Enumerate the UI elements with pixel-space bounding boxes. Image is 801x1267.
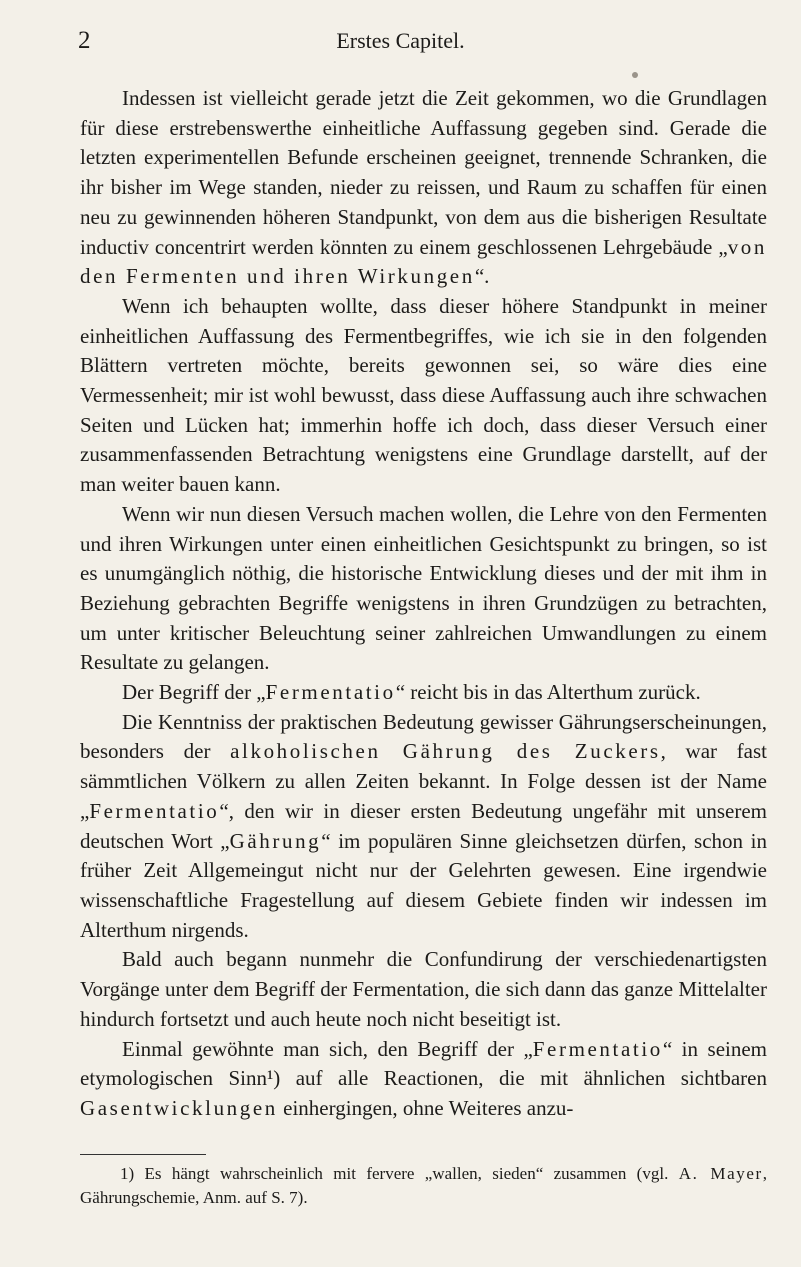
paragraph bbox=[80, 1035, 767, 1124]
spaced-emphasis: Gährung bbox=[229, 828, 322, 853]
print-speck bbox=[632, 72, 638, 78]
paragraph bbox=[80, 84, 767, 292]
text-run: einhergingen, ohne Weiteres anzu- bbox=[277, 1095, 574, 1120]
spaced-emphasis: Gasentwicklungen bbox=[80, 1095, 278, 1120]
footnote-rule bbox=[80, 1154, 206, 1155]
text-run: Einmal gewöhnte man sich, den Begriff der „ bbox=[122, 1036, 533, 1061]
text-run: Wenn ich behaupten wollte, dass dieser höhere Standpunkt in meiner einheitlichen Auffassung des Fermentbegriffes, wie ich sie in den folgenden Blättern vertreten möchte, bereits gewonnen sei, so wäre dies eine Vermessenheit; mir ist wohl bewusst, dass diese Auffassung auch ihre schwachen Seiten und Lücken hat; immerhin hoffe ich doch, dass dieser Versuch einer zusammenfassenden Betrachtung wenigstens eine Grundlage darstellt, auf der man weiter bauen kann. bbox=[80, 293, 767, 497]
text-run: “, den wir in dieser ersten Bedeutung ungefähr mit unserem deutschen Wort „ bbox=[80, 798, 767, 853]
paragraph bbox=[80, 292, 767, 500]
spaced-emphasis: alkoholischen Gährung des Zuckers bbox=[230, 739, 661, 764]
text-run: , war fast sämmtlichen Völkern zu allen Zeiten bekannt. In Folge dessen ist der Name „ bbox=[80, 739, 767, 823]
text-run: “ reicht bis in das Alterthum zurück. bbox=[395, 680, 701, 705]
text-run: Indessen ist vielleicht gerade jetzt die Zeit gekommen, wo die Grundlagen für diese erstrebenswerthe einheitliche Auffassung gegeben sind. Gerade die letzten experimentellen Befunde erscheinen geeignet, trennende Schranken, die ihr bisher im Wege standen, nieder zu reissen, und Raum zu schaffen für einen neu zu gewinnenden höheren Standpunkt, von dem aus die bisherigen Resultate inductiv concentrirt werden könnten zu einem geschlossenen Lehrgebäude „ bbox=[80, 86, 767, 259]
paragraph bbox=[80, 945, 767, 1034]
text-run: “. bbox=[474, 264, 490, 289]
page-header bbox=[0, 26, 801, 56]
text-run: , Gährungschemie, Anm. auf S. 7). bbox=[80, 1164, 767, 1207]
paragraph bbox=[80, 678, 767, 708]
spaced-emphasis: Fermentatio bbox=[532, 1036, 663, 1061]
text-run: Bald auch begann nunmehr die Confundirung der verschiedenartigsten Vorgänge unter dem Begriff der Fermentation, die sich dann das ganze Mittelalter hindurch fortsetzt und auch heute noch nicht beseitigt ist. bbox=[80, 947, 767, 1031]
running-head: Erstes Capitel. bbox=[336, 28, 465, 53]
text-run: “ in seinem etymologischen Sinn¹) auf alle Reactionen, die mit ähnlichen sichtbaren bbox=[80, 1036, 768, 1091]
text-run: “ im populären Sinne gleichsetzen dürfen, schon in früher Zeit Allgemeingut nicht nur der Gelehrten gewesen. Eine irgendwie wissenschaftliche Fragestellung auf diesem Gebiete finden wir indessen im Alterthum nirgends. bbox=[80, 828, 767, 942]
page-number: 2 bbox=[78, 27, 91, 54]
text-run: 1) Es hängt wahrscheinlich mit fervere „wallen, sieden“ zusammen (vgl. bbox=[120, 1164, 679, 1183]
text-run: Der Begriff der „ bbox=[122, 680, 266, 705]
paragraph bbox=[80, 500, 767, 678]
spaced-emphasis: Fermentatio bbox=[89, 798, 220, 823]
paragraph bbox=[80, 708, 767, 946]
text-run: Wenn wir nun diesen Versuch machen wollen, die Lehre von den Fermenten und ihren Wirkungen unter einen einheitlichen Gesichtspunkt zu bringen, so ist es unumgänglich nöthig, die historische Entwicklung dieses und der mit ihm in Beziehung gebrachten Begriffe wenigstens in ihren Grundzügen zu betrachten, um unter kritischer Beleuchtung seiner zahlreichen Umwandlungen zu einem Resultate zu gelangen. bbox=[80, 501, 767, 675]
spaced-emphasis: von den Fermenten und ihren Wirkungen bbox=[80, 234, 767, 289]
spaced-emphasis: A. Mayer bbox=[678, 1164, 763, 1183]
spaced-emphasis: Fermentatio bbox=[265, 680, 396, 705]
body-text bbox=[80, 84, 767, 1124]
text-run: Die Kenntniss der praktischen Bedeutung gewisser Gährungserscheinungen, besonders der bbox=[80, 709, 767, 764]
footnote bbox=[80, 1162, 767, 1210]
